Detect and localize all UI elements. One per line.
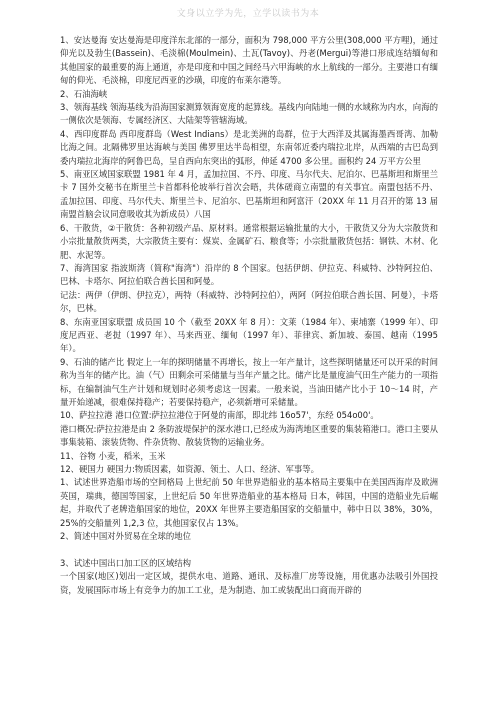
watermark-header: 文身以立学为先，立学以读书为本 (176, 9, 320, 19)
paragraph: 12、硬国力 硬国力:物质因素，如资源、领土、人口、经济、军事等。 (60, 464, 320, 474)
paragraph: 6、干散货，②干散货：各种初级产品、原材料。通常根据运输批量的大小，干散货又分为大宗散货和小宗批量散货两类，大宗散货主要有：煤炭、金属矿石、粮食等；小宗批量散货包括：钢铁、木材、化肥、水泥等。 (60, 222, 438, 260)
paragraph: 4、西印度群岛 西印度群岛（West Indians）是北美洲的岛群，位于大西洋及其属海墨西哥湾、加勒比海之间。北隔佛罗里达海峡与美国 佛罗里达半岛相望，东南邻近委内瑞拉北岸，从西端的古巴岛到委内瑞拉北海岸的阿鲁巴岛，呈自西向东突出的弧形，伸延 4700 多公里。面积约 24 万平方公里 (60, 128, 438, 166)
paragraph: 11、谷物 小麦，稻米，玉米 (60, 450, 166, 461)
paragraph: 9、石油的储产比 假定上一年的探明储量不再增长，按上一年产量计，这些探明储量还可以开采的时间称为当年的储产比。油（气）田剩余可采储量与当年产量之比。储产比是量度油气田生产能力的一项指标，在编制油气生产计划和规划时必须考虑这一因素。一般来说，当油田储产比小于 10～14 时，产量开始递减，很难保持稳产；若要保持稳产，必须新增可采储量。 (60, 356, 438, 407)
paragraph: 3、领海基线 领海基线为沿海国家测算领海宽度的起算线。基线内向陆地一侧的水域称为内水，向海的一侧依次是领海、专属经济区、大陆架等管辖海域。 (60, 102, 438, 126)
paragraph: 一个国家(地区)划出一定区域，提供水电、道路、通讯、及标准厂房等设施，用优惠办法吸引外国投资，发展国际市场上有竞争力的加工工业，是为制造、加工或装配出口商而开辟的 (60, 571, 438, 595)
paragraph: 10、萨拉拉港 港口位置:萨拉拉港位于阿曼的南部，即北纬 16o57'，东经 054o00'。 (60, 410, 379, 421)
paragraph: 2、简述中国对外贸易在全球的地位 (60, 531, 191, 542)
paragraph: 港口概况:萨拉拉港是由 2 条防波堤保护的深水港口,已经成为海湾地区重要的集装箱港口。港口主要从事集装箱、滚装货物、件杂货物、散装货物的运输业务。 (60, 423, 438, 448)
blank-line (60, 543, 438, 556)
paragraph: 7、海湾国家 指波斯湾（简称"海湾"）沿岸的 8 个国家。包括伊朗、伊拉克、科威特、沙特阿拉伯、巴林、卡塔尔、阿拉伯联合酋长国和阿曼。 (60, 262, 438, 287)
paragraph: 2、石油海峡 (60, 88, 108, 99)
paragraph: 5、南亚区域国家联盟 1981 年 4 月，孟加拉国、不丹、印度、马尔代夫、尼泊尔、巴基斯坦和斯里兰卡 7 国外交秘书在斯里兰卡首都科伦坡举行首次会晤，共体磋商立南盟的有关事宜。南盟包括不丹、孟加拉国、印度、马尔代夫、斯里兰卡、尼泊尔、巴基斯坦和阿富汗（20XX 年 11 月召开的第 13 届南盟首脑会议同意吸收其为新成员）八国 (60, 169, 438, 220)
document-body (60, 34, 438, 597)
paragraph: 1、试述世界造船市场的空间格局 上世纪前 50 年世界造船业的基本格局主要集中在美国西海岸及欧洲英国，瑞典，德国等国家，上世纪后 50 年世界造船业的基本格局 日本，韩国，中国的造船业先后崛起，并取代了老牌造船国家的地位，20XX 年世界主要造船国家的交船量中，韩中日以 38%，30%，25%的交船量列 1,2,3 位，其他国家仅占 13%。 (60, 477, 438, 528)
paragraph: 1、安达曼海 安达曼海是印度洋东北部的一部分，面积为 798,000 平方公里(308,000 平方哩)，通过仰光以及勃生(Bassein)、毛淡棉(Moulmein)、土瓦(Tavoy)、丹老(Mergui)等港口形成连结缅甸和其他国家的最重要的海上通道，亦是印度和中国之间经马六甲海峡的水上航线的一部分。主要港口有缅甸的仰光、毛淡棉，印度尼西亚的沙璜，印度的布莱尔港等。 (60, 35, 438, 86)
paragraph: 3、试述中国出口加工区的区域结构 (60, 557, 191, 568)
paragraph: 8、东南亚国家联盟 成员国 10 个（截至 20XX 年 8 月）：文莱（1984 年）、柬埔寨（1999 年）、印度尼西亚、老挝（1997 年）、马来西亚、缅甸（1997 年）、菲律宾、新加坡、泰国、越南（1995 年）。 (60, 316, 438, 354)
paragraph: 记法：两伊（伊朗、伊拉克），两特（科威特、沙特阿拉伯），两阿（阿拉伯联合酋长国、阿曼），卡塔尔，巴林。 (60, 289, 438, 314)
